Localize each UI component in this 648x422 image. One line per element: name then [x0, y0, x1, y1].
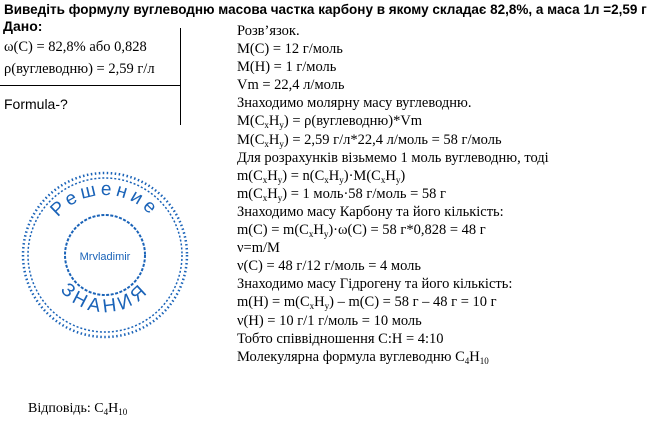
solution-block: [237, 22, 549, 366]
find-formula-label: Formula-?: [4, 96, 68, 112]
solution-line: $m(C_xH_y) = 1$ моль·58 г/моль = 58 г: [237, 185, 446, 203]
given-divider-vertical: [180, 28, 181, 125]
given-heading: Дано:: [3, 18, 43, 34]
solution-line: $m(C_xH_y) = n(C_xH_y)\cdot M(C_xH_y)$: [237, 167, 406, 185]
solution-line: Знаходимо масу Карбону та його кількість:: [237, 203, 504, 220]
solution-line: ν(H) = 10 г/1 г/моль = 10 моль: [237, 312, 422, 329]
stamp-center-text: Mrvladimir: [79, 251, 131, 263]
given-mass-fraction: ω(C) = 82,8% або 0,828: [4, 39, 147, 55]
solution-line: Знаходимо молярну масу вуглеводню.: [237, 95, 472, 112]
problem-statement: Виведіть формулу вуглеводню масова частка карбону в якому складає 82,8%, а маса 1л =2,59 г: [4, 2, 647, 17]
solution-line: Vm = 22,4 л/моль: [237, 77, 345, 94]
solution-line: $M(C_xH_y)$ = ρ(вуглеводню)*Vm: [237, 113, 423, 131]
solution-line: Молекулярна формула вуглеводню $C_4H_{10}$: [237, 348, 489, 366]
answer-line: Відповідь: $C_4H_{10}$: [28, 401, 128, 417]
stamp-bottom-text: ЗНАНИЯ: [56, 279, 154, 318]
solution-line: M(C) = 12 г/моль: [237, 41, 343, 58]
stamp-seal: [20, 170, 190, 340]
solution-line: $m(C) = m(C_xH_y)\cdot\omega(C) = 58$ г*0,828 = 48 г: [237, 222, 486, 240]
solution-line: ν(C) = 48 г/12 г/моль = 4 моль: [237, 258, 421, 275]
given-density: ρ(вуглеводню) = 2,59 г/л: [4, 61, 155, 77]
stamp-top-text: Решение: [46, 178, 164, 221]
solution-line: Знаходимо масу Гідрогену та його кількість:: [237, 276, 513, 293]
solution-title: Розв’язок.: [237, 23, 300, 39]
solution-line: $m(H) = m(C_xH_y) - m(C) = 58$ г – 48 г = 10 г: [237, 294, 497, 312]
given-divider-horizontal: [0, 85, 181, 86]
solution-line: $M(C_xH_y) = 2,59$ г/л*22,4 л/моль = 58 г/моль: [237, 131, 502, 149]
solution-line: Для розрахунків візьмемо 1 моль вуглеводню, тоді: [237, 149, 549, 166]
solution-line: M(H) = 1 г/моль: [237, 59, 337, 76]
solution-line: ν=m/M: [237, 240, 280, 257]
solution-line: Тобто співвідношення C:H = 4:10: [237, 330, 444, 347]
